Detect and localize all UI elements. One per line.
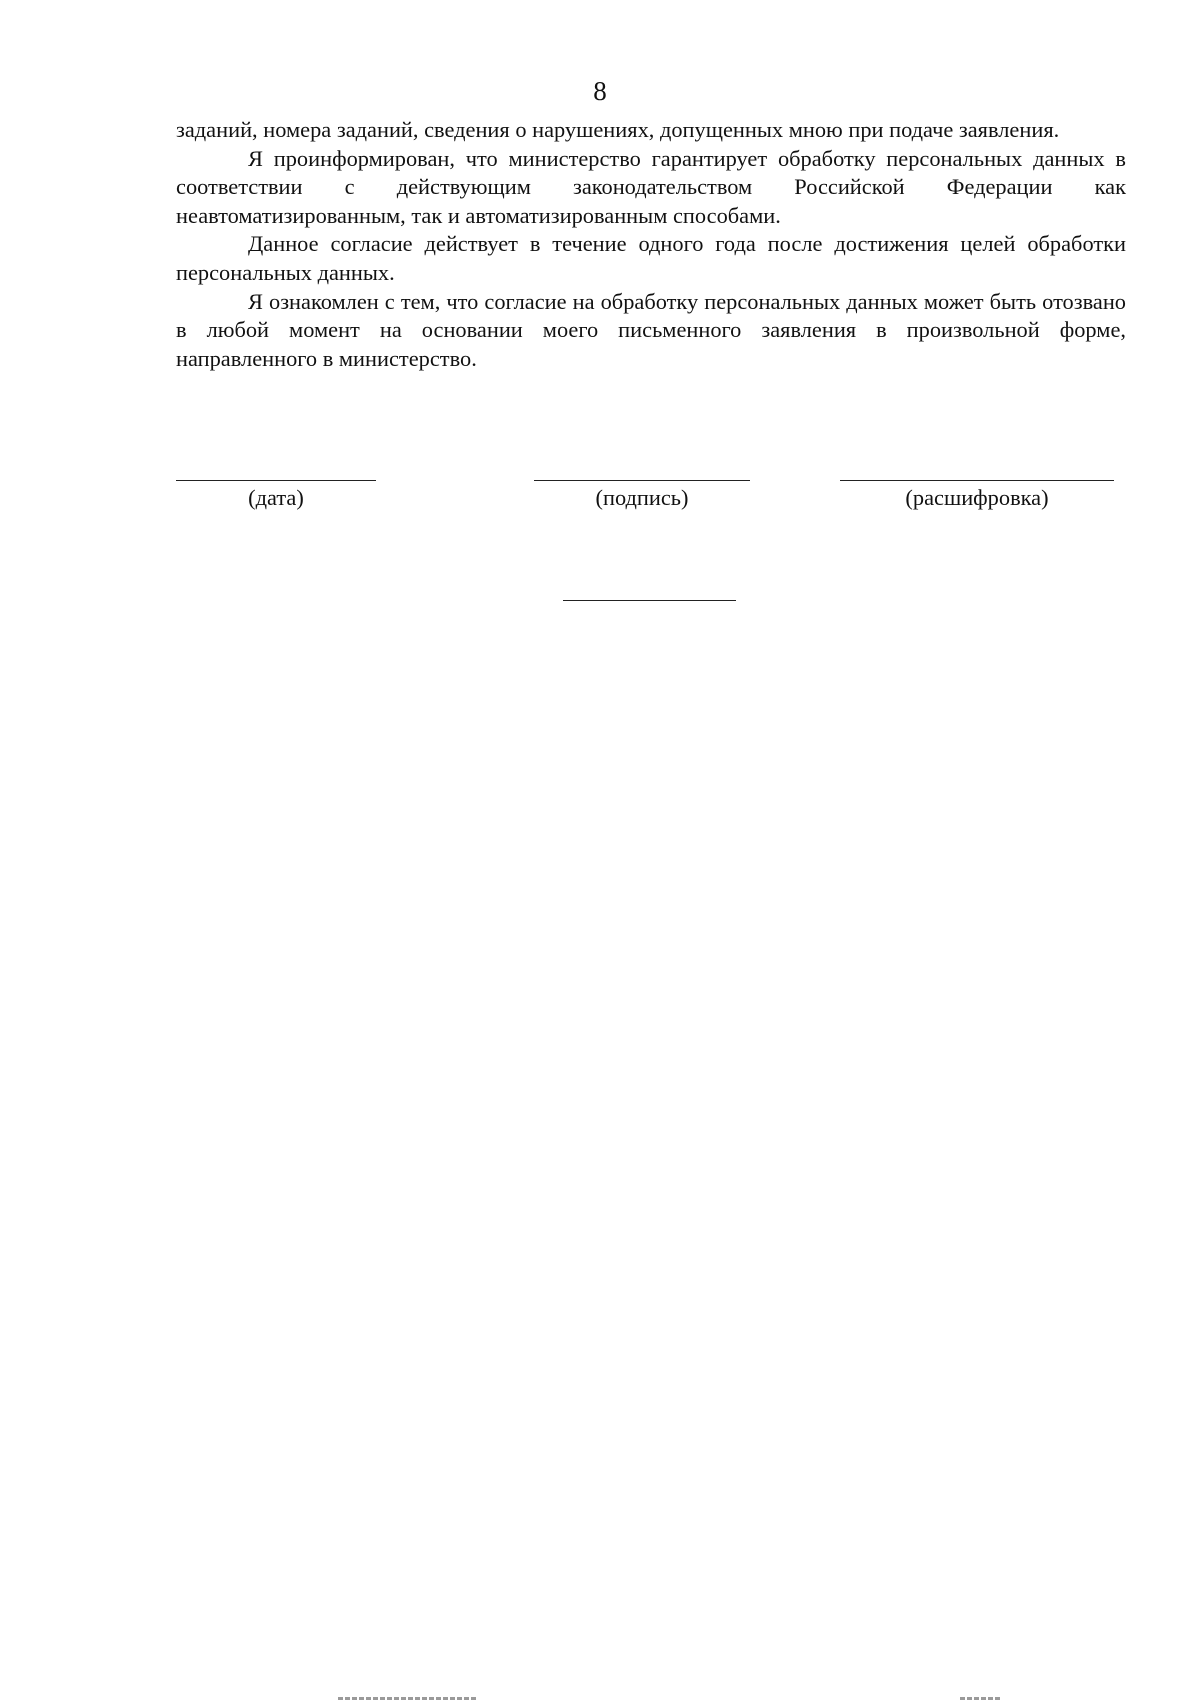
end-separator-line [563,600,736,601]
scan-artifact-mark [338,1697,478,1700]
date-label: (дата) [248,485,304,510]
paragraph-consent-duration: Данное согласие действует в течение одного года после достижения целей обработки персональных данных. [176,231,1126,285]
consent-text [176,116,1126,373]
signature-line [534,480,750,481]
signature-label: (подпись) [595,485,689,510]
paragraph-consent-revocation: Я ознакомлен с тем, что согласие на обработку персональных данных может быть отозвано в любой момент на основании моего письменного заявления в произвольной форме, направленного в министерство. [176,288,1126,371]
decoding-label: (расшифровка) [905,485,1049,510]
date-line [176,480,376,481]
page-number: 8 [593,76,607,106]
scan-artifact-mark [960,1697,1000,1700]
decoding-line [840,480,1114,481]
paragraph-continuation: заданий, номера заданий, сведения о нарушениях, допущенных мною при подаче заявления. [176,117,1060,142]
paragraph-processing-guarantee: Я проинформирован, что министерство гарантирует обработку персональных данных в соответствии с действующим законодательством Российской Федерации как неавтоматизированным, так и автоматизированным способами. [176,145,1126,228]
